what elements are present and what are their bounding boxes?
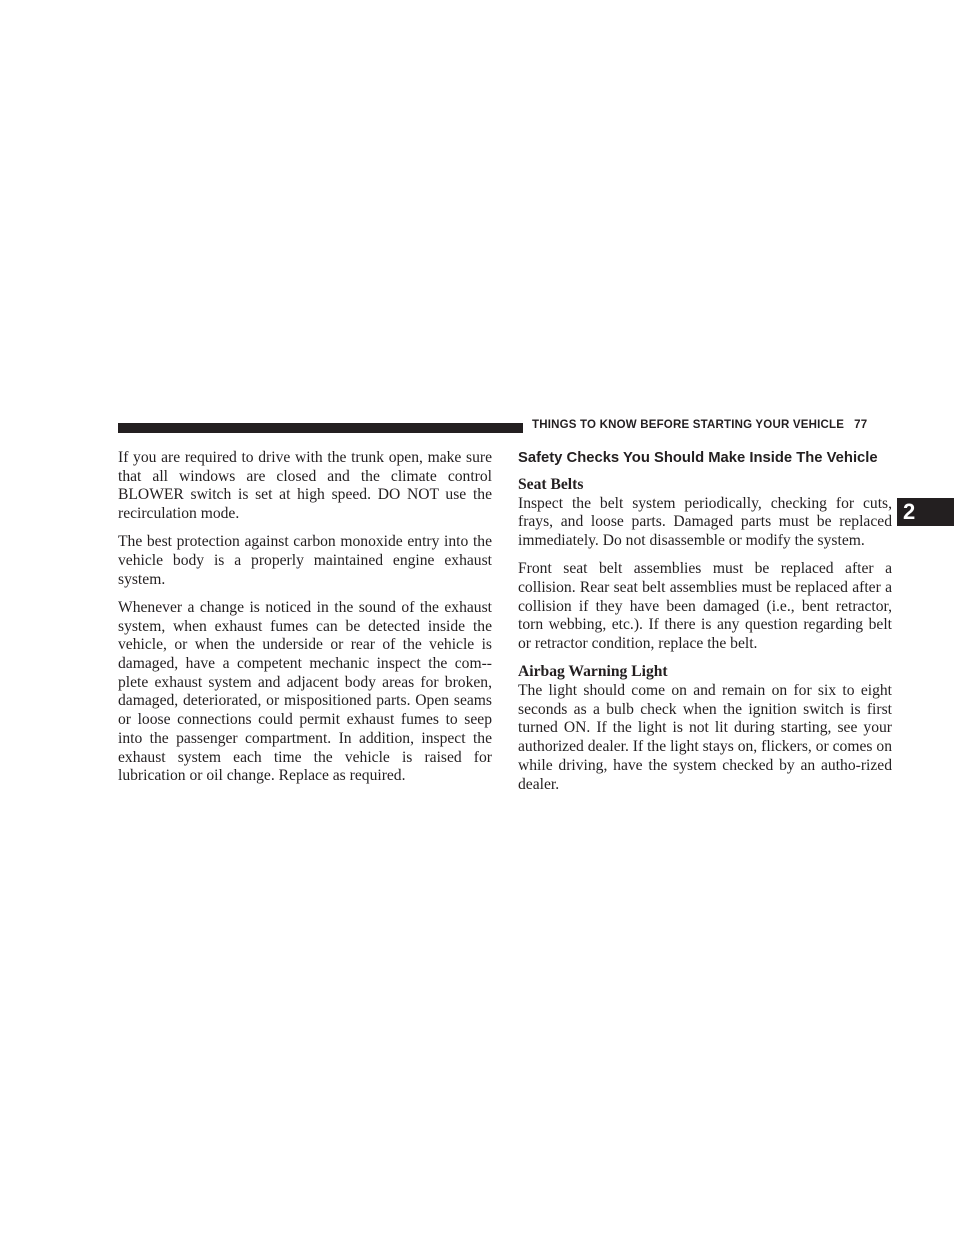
seat-belts-heading: Seat Belts [518, 476, 584, 493]
paragraph-exhaust-inspection: Whenever a change is noticed in the sound of the exhaust system, when exhaust fumes can be detected inside the vehicle, or when the underside or rear of the vehicle is damaged, have a competent mechanic inspect the com-plete exhaust system and adjacent body areas for broken, damaged, deteriorated, or mispositioned parts. Open seams or loose connections could permit exhaust fumes to seep into the passenger compartment. In addition, inspect the exhaust system each time the vehicle is raised for lubrication or oil change. Replace as required. [118, 598, 492, 785]
airbag-warning-heading: Airbag Warning Light [518, 663, 668, 681]
chapter-tab: 2 [897, 498, 954, 526]
header-rule [118, 423, 523, 433]
paragraph-seat-belts-inspect: Inspect the belt system periodically, checking for cuts, frays, and loose parts. Damaged parts must be replaced immediately. Do not disassemble or modify the system. [518, 494, 892, 550]
right-column [518, 449, 892, 804]
paragraph-airbag-warning: The light should come on and remain on for six to eight seconds as a bulb check when the ignition switch is first turned ON. If the light is not lit during starting, see your authorized dealer. If the light stays on, flickers, or comes on while driving, have the system checked by an autho-rized dealer. [518, 682, 892, 793]
left-column [118, 449, 492, 795]
page-number: 77 [854, 419, 868, 431]
running-header [532, 419, 892, 431]
section-title: Safety Checks You Should Make Inside The Vehicle [518, 450, 878, 466]
paragraph-seat-belts-replace: Front seat belt assemblies must be replaced after a collision. Rear seat belt assemblies must be replaced after a collision if they have been damaged (i.e., bent retractor, torn webbing, etc.). If there is any question regarding belt or retractor condition, replace the belt. [518, 560, 892, 653]
paragraph-trunk-open: If you are required to drive with the trunk open, make sure that all windows are closed and the climate control BLOWER switch is set at high speed. DO NOT use the recirculation mode. [118, 449, 492, 523]
running-title: THINGS TO KNOW BEFORE STARTING YOUR VEHICLE [532, 419, 845, 431]
paragraph-carbon-monoxide: The best protection against carbon monoxide entry into the vehicle body is a properly maintained engine exhaust system. [118, 533, 492, 588]
